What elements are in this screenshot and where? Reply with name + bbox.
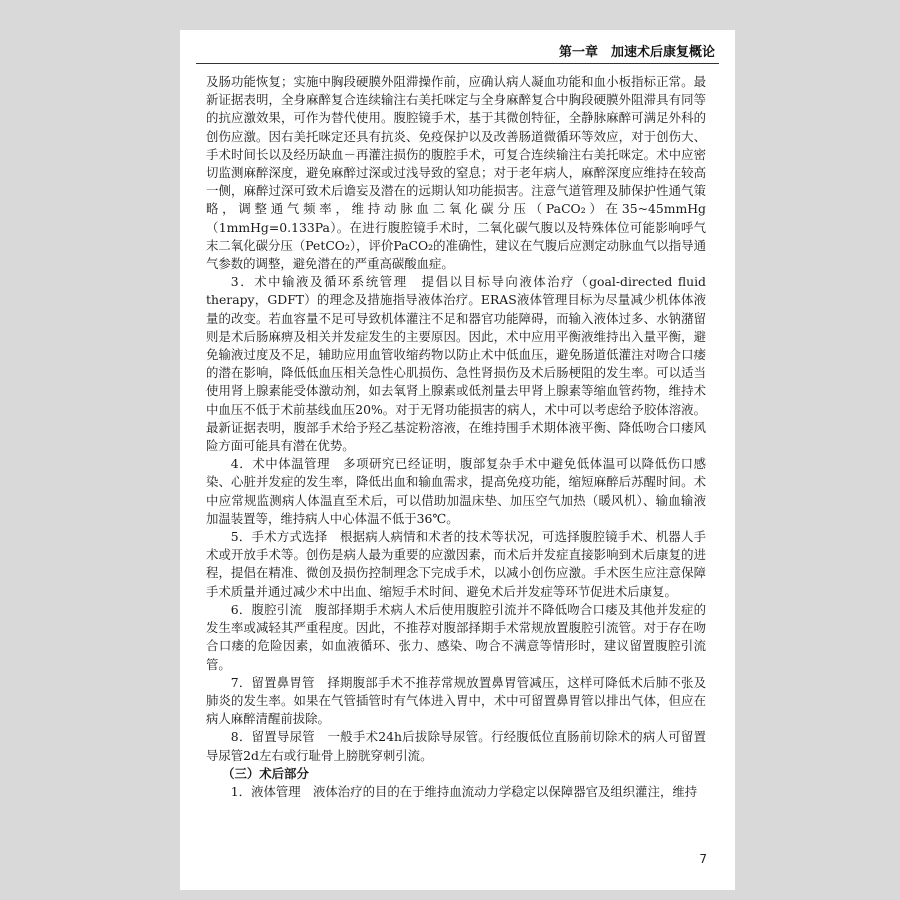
paragraph-anesthesia: 及肠功能恢复；实施中胸段硬膜外阻滞操作前，应确认病人凝血功能和血小板指标正常。最新证据表明，全身麻醉复合连续输注右美托咪定与全身麻醉复合中胸段硬膜外阻滞具有同等的抗应激效果，可作为替代使用。腹腔镜手术，基于其微创特征，全静脉麻醉可满足外科的创伤应激。因右美托咪定还具有抗炎、免疫保护以及改善肠道微循环等效应，对于创伤大、手术时间长以及经历缺血－再灌注损伤的腹腔手术，可复合连续输注右美托咪定。术中应密切监测麻醉深度，避免麻醉过深或过浅导致的窒息；对于老年病人，麻醉深度应维持在较高一侧，麻醉过深可致术后谵妄及潜在的远期认知功能损害。注意气道管理及肺保护性通气策略，调整通气频率，维持动脉血二氧化碳分压（PaCO₂）在35~45mmHg（1mmHg=0.133Pa）。在进行腹腔镜手术时，二氧化碳气腹以及特殊体位可能影响呼气末二氧化碳分压（PetCO₂），评价PaCO₂的准确性，建议在气腹后应测定动脉血气以指导通气参数的调整，避免潜在的严重高碳酸血症。 (206, 74, 706, 272)
book-page (180, 30, 735, 890)
paragraph-temperature: 4．术中体温管理 多项研究已经证明，腹部复杂手术中避免低体温可以降低伤口感染、心脏并发症的发生率，降低出血和输血需求，提高免疫功能，缩短麻醉后苏醒时间。术中应常规监测病人体温直至术后，可以借助加温床垫、加压空气加热（暖风机）、输血输液加温装置等，维持病人中心体温不低于36℃。 (206, 456, 706, 526)
paragraph-fluid-circulation: 3．术中输液及循环系统管理 提倡以目标导向液体治疗（goal-directed fluid therapy，GDFT）的理念及措施指导液体治疗。ERAS液体管理目标为尽量减少机体体液量的改变。若血容量不足可导致机体灌注不足和器官功能障碍，而输入液体过多、水钠潴留则是术后肠麻痹及相关并发症发生的主要原因。因此，术中应用平衡液维持出入量平衡，避免输液过度及不足，辅助应用血管收缩药物以防止术中低血压，避免肠道低灌注对吻合口瘘的潜在影响，降低低血压相关急性心肌损伤、急性肾损伤及术后肠梗阻的发生率。可以适当使用肾上腺素能受体激动剂，如去氧肾上腺素或低剂量去甲肾上腺素等缩血管药物，维持术中血压不低于术前基线血压20%。对于无肾功能损害的病人，术中可以考虑给予胶体溶液。最新证据表明，腹部手术给予羟乙基淀粉溶液，在维持围手术期体液平衡、降低吻合口瘘风险方面可能具有潜在优势。 (206, 274, 706, 454)
header-rule (196, 63, 719, 64)
paragraph-urinary-catheter: 8．留置导尿管 一般手术24h后拔除导尿管。行经腹低位直肠前切除术的病人可留置导尿管2d左右或行耻骨上膀胱穿刺引流。 (206, 729, 706, 763)
page-number: 7 (699, 852, 707, 866)
paragraph-postop-fluid: 1．液体管理 液体治疗的目的在于维持血流动力学稳定以保障器官及组织灌注，维持 (230, 783, 698, 799)
section-subheading: （三）术后部分 (222, 765, 309, 781)
running-header: 第一章 加速术后康复概论 (558, 44, 715, 60)
paragraph-drainage: 6．腹腔引流 腹部择期手术病人术后使用腹腔引流并不降低吻合口瘘及其他并发症的发生率或减轻其严重程度。因此，不推荐对腹部择期手术常规放置腹腔引流管。对于存在吻合口瘘的危险因素，如血液循环、张力、感染、吻合不满意等情形时，建议留置腹腔引流管。 (206, 601, 706, 672)
paragraph-surgical-approach: 5．手术方式选择 根据病人病情和术者的技术等状况，可选择腹腔镜手术、机器人手术或开放手术等。创伤是病人最为重要的应激因素，而术后并发症直接影响到术后康复的进程，提倡在精准、微创及损伤控制理念下完成手术，以减小创伤应激。手术医生应注意保障手术质量并通过减少术中出血、缩短手术时间、避免术后并发症等环节促进术后康复。 (206, 529, 706, 599)
paragraph-nasogastric-tube: 7．留置鼻胃管 择期腹部手术不推荐常规放置鼻胃管减压，这样可降低术后肺不张及肺炎的发生率。如果在气管插管时有气体进入胃中，术中可留置鼻胃管以排出气体，但应在病人麻醉清醒前拔除。 (206, 674, 706, 727)
body-text (206, 73, 706, 801)
